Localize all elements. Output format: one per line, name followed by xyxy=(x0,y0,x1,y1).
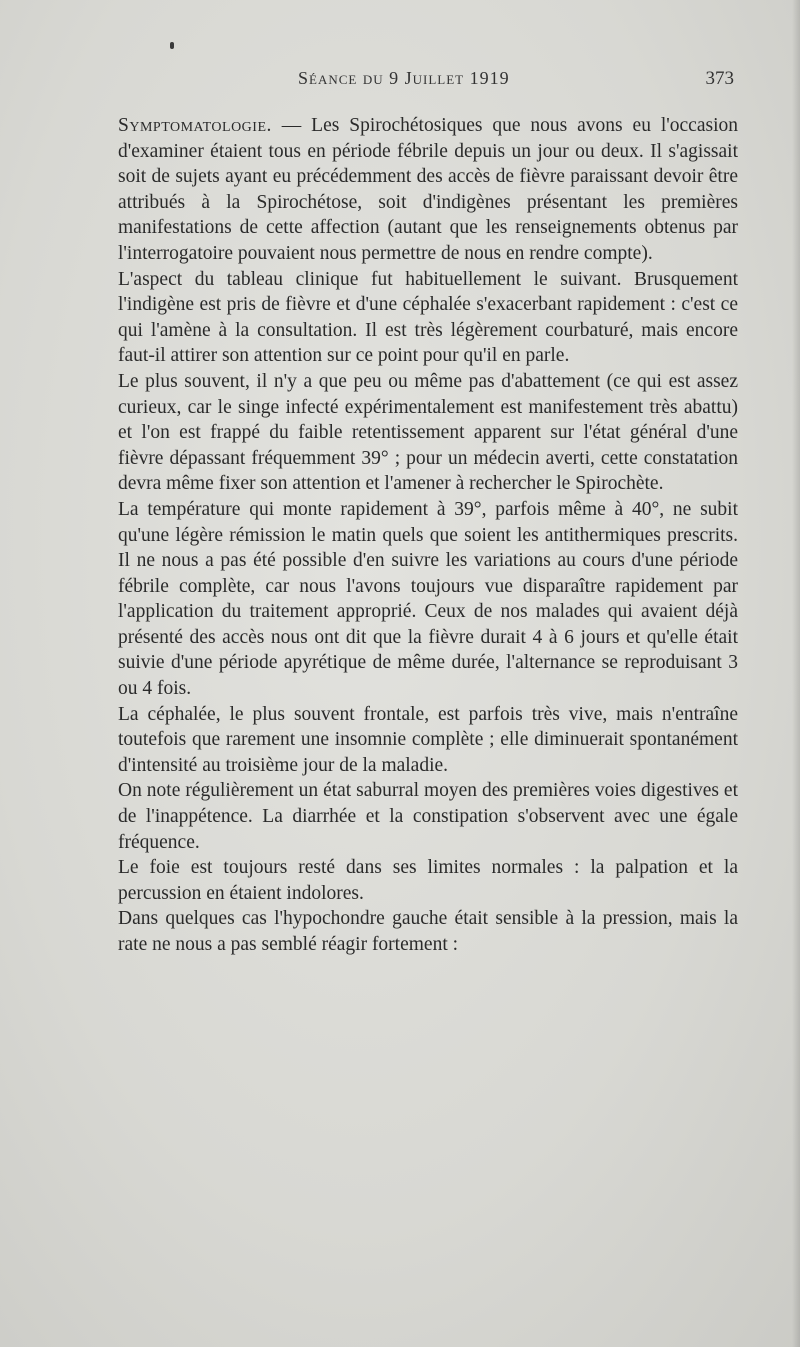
paragraph-symptomatologie xyxy=(118,113,738,267)
paragraph: La céphalée, le plus souvent frontale, est parfois très vive, mais n'entraîne toutefois que rarement une insomnie complète ; elle diminuerait spontanément d'intensité au troisième jour de la maladie. xyxy=(118,703,738,776)
page-number: 373 xyxy=(705,68,734,89)
paragraph: Le plus souvent, il n'y a que peu ou même pas d'abattement (ce qui est assez curieux, car le singe infecté expérimentalement est manifestement très abattu) et l'on est frappé du faible retentissement apparent sur l'état général d'une fièvre dépassant fréquemment 39° ; pour un médecin averti, cette constatation devra même fixer son attention et l'amener à rechercher le Spirochète. xyxy=(118,370,738,495)
paragraph: On note régulièrement un état saburral moyen des premières voies digestives et de l'inappétence. La diarrhée et la constipation s'observent avec une égale fréquence. xyxy=(118,780,738,853)
paragraph-text: — Les Spirochétosiques que nous avons eu l'occasion d'examiner étaient tous en période fébrile depuis un jour ou deux. Il s'agissait soit de sujets ayant eu précédemment des accès de fièvre paraissant devoir être attribués à la Spirochétose, soit d'indigènes présentant les premières manifestations de cette affection (autant que les renseignements obtenus par l'interrogatoire pouvaient nous permettre de nous en rendre compte). xyxy=(118,115,738,264)
paragraph: La température qui monte rapidement à 39°, parfois même à 40°, ne subit qu'une légère rémission le matin quels que soient les antithermiques prescrits. Il ne nous a pas été possible d'en suivre les variations au cours d'une période fébrile complète, car nous l'avons toujours vue disparaître rapidement par l'application du traitement approprié. Ceux de nos malades qui avaient déjà présenté des accès nous ont dit que la fièvre durait 4 à 6 jours et qu'elle était suivie d'une période apyrétique de même durée, l'alternance se reproduisant 3 ou 4 fois. xyxy=(118,498,738,700)
page-edge-shadow xyxy=(792,0,800,1347)
page-header xyxy=(118,68,738,98)
paragraph: Le foie est toujours resté dans ses limites normales : la palpation et la percussion en étaient indolores. xyxy=(118,857,738,904)
body-text xyxy=(118,113,738,958)
paragraph: L'aspect du tableau clinique fut habituellement le suivant. Brusquement l'indigène est pris de fièvre et d'une céphalée s'exacerbant rapidement : c'est ce qui l'amène à la consultation. Il est très légèrement courbaturé, mais encore faut-il attirer son attention sur ce point pour qu'il en parle. xyxy=(118,268,738,367)
ink-speck xyxy=(170,42,174,49)
section-lead: Symptomatologie. xyxy=(118,115,272,136)
paragraph: Dans quelques cas l'hypochondre gauche était sensible à la pression, mais la rate ne nous a pas semblé réagir fortement : xyxy=(118,908,738,955)
running-title: Séance du 9 Juillet 1919 xyxy=(298,68,510,88)
